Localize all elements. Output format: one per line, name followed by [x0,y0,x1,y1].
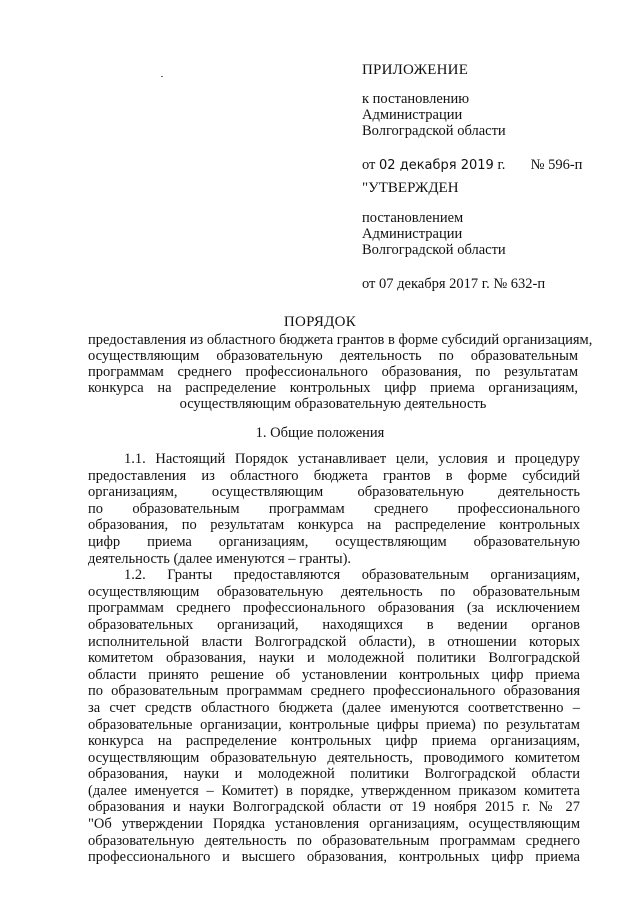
scan-speck [161,76,163,77]
approved-org2: Волгоградской области [362,242,506,258]
body-text [88,451,580,866]
attachment-org2: Волгоградской области [362,123,506,139]
subtitle-line: осуществляющим образовательную деятельность по образовательным [88,348,578,364]
subtitle-line: предоставления из областного бюджета грантов в форме субсидий организациям, [88,332,593,348]
body-line: осуществляющим образовательную деятельность, проводимого комитетом [88,749,580,766]
attachment-org1: Администрации [362,107,463,123]
body-line: 1.1. Настоящий Порядок устанавливает цели, условия и процедуру [124,451,580,467]
body-line: деятельность (далее именуются – гранты). [88,550,352,567]
body-line: области принято решение об установлении контрольных цифр приема [88,666,580,683]
attachment-date-suffix: г. [497,157,506,173]
body-line: конкурса на распределение контрольных цифр приема организациям, [88,733,580,750]
section-title: 1. Общие положения [255,425,385,441]
body-line: по образовательным программам среднего профессионального образования [88,683,580,700]
body-line: цифр приема организациям, осуществляющим образовательную [88,533,580,550]
attachment-date-line [362,157,582,174]
body-line: организациям, осуществляющим образовательную деятельность [88,484,580,501]
body-line: программам среднего профессионального образования (за исключением [88,600,580,617]
body-line: образования и науки Волгоградской области от 19 ноября 2015 г. № 27 [88,799,580,816]
subtitle-line: программам среднего профессионального образования, по результатам [88,364,578,380]
body-line: (далее именуется – Комитет) в порядке, утвержденном приказом комитета [88,782,580,799]
body-line: профессионального и высшего образования, контрольных цифр приема [88,849,580,866]
body-line: образовательных организаций, находящихся в ведении органов [88,616,580,633]
document-title: ПОРЯДОК [283,314,357,330]
attachment-number: № 596-п [530,157,583,173]
attachment-to: к постановлению [362,91,470,107]
body-line: исполнительной власти Волгоградской области), в отношении которых [88,633,580,650]
body-line: "Об утверждении Порядка установления организациям, осуществляющим [88,816,580,833]
body-line: по образовательным программам среднего профессионального [88,500,580,517]
approved-date-line: от 07 декабря 2017 г. № 632-п [362,276,546,292]
body-line: осуществляющим образовательную деятельность по образовательным [88,583,580,600]
body-line: предоставления из областного бюджета грантов в форме субсидий [88,467,580,484]
approved-by: постановлением [362,210,464,226]
body-line: образовательные организации, контрольные цифры приема) по результатам [88,716,580,733]
subtitle-line: конкурса на распределение контрольных цифр приема организациям, [88,380,578,396]
body-line: за счет средств областного бюджета (далее именуются соответственно – [88,699,580,716]
body-line: 1.2. Гранты предоставляются образовательным организациям, [124,567,580,584]
attachment-date: 02 декабря 2019 [379,158,494,173]
attachment-header: ПРИЛОЖЕНИЕ [362,62,469,78]
subtitle-line: осуществляющим образовательную деятельность [179,396,487,412]
body-line: образовательную деятельность по образовательным программам среднего [88,832,580,849]
body-line: образования, по результатам конкурса на распределение контрольных [88,517,580,534]
approved-block [362,180,545,292]
body-line: комитетом образования, науки и молодежной политики Волгоградской [88,650,580,667]
approved-header: "УТВЕРЖДЕН [362,180,459,196]
attachment-date-prefix: от [362,157,376,173]
approved-org1: Администрации [362,226,463,242]
document-subtitle [88,332,593,412]
attachment-block [362,62,582,174]
body-line: образования, науки и молодежной политики Волгоградской области [88,766,580,783]
